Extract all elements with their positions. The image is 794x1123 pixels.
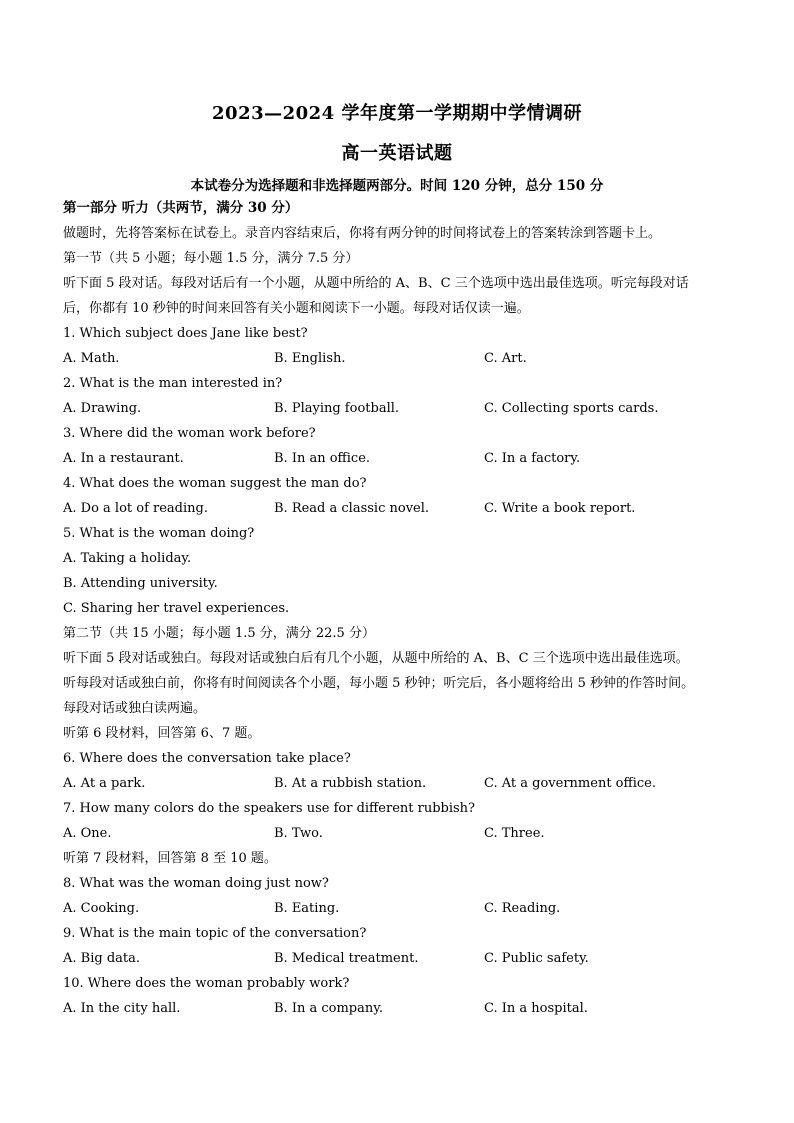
material-note: 听第 6 段材料，回答第 6、7 题。: [63, 726, 261, 741]
option-b: B. English.: [274, 351, 346, 366]
option-b: B. Read a classic novel.: [274, 501, 430, 516]
option-c: C. Three.: [484, 826, 545, 841]
question-stem: 10. Where does the woman probably work?: [63, 976, 350, 991]
exam-note: 本试卷分为选择题和非选择题两部分。时间 120 分钟，总分 150 分: [190, 178, 604, 194]
exam-body: [63, 196, 743, 1021]
section1-instruction: 听下面 5 段对话。每段对话后有一个小题，从题中所给的 A、B、C 三个选项中选出最佳选项。听完每段对话: [63, 276, 689, 291]
option-a: A. In the city hall.: [63, 1001, 181, 1016]
option-b: B. Two.: [274, 826, 323, 841]
question-options: [63, 821, 743, 846]
option-c: C. Collecting sports cards.: [484, 401, 659, 416]
exam-subtitle: 高一英语试题: [341, 143, 453, 164]
option-c: C. Art.: [484, 351, 527, 366]
option-a: A. Taking a holiday.: [63, 551, 192, 566]
option-b: B. In an office.: [274, 451, 371, 466]
option-a: A. At a park.: [63, 776, 146, 791]
option-a: A. Math.: [63, 351, 120, 366]
question-options: [63, 396, 743, 421]
question-stem: 1. Which subject does Jane like best?: [63, 326, 308, 341]
question-options: [63, 996, 743, 1021]
option-b: B. Eating.: [274, 901, 340, 916]
option-b: B. At a rubbish station.: [274, 776, 427, 791]
question-stem: 6. Where does the conversation take place?: [63, 751, 351, 766]
option-b: B. Playing football.: [274, 401, 400, 416]
question-stem: 4. What does the woman suggest the man do?: [63, 476, 367, 491]
option-b: B. In a company.: [274, 1001, 383, 1016]
question-stem: 2. What is the man interested in?: [63, 376, 283, 391]
question-stem: 8. What was the woman doing just now?: [63, 876, 329, 891]
section2-instruction: 每段对话或独白读两遍。: [63, 701, 207, 716]
question-options: [63, 446, 743, 471]
option-b: B. Attending university.: [63, 576, 218, 591]
option-a: A. Do a lot of reading.: [63, 501, 208, 516]
question-stem: 9. What is the main topic of the conversation?: [63, 926, 367, 941]
option-c: C. At a government office.: [484, 776, 656, 791]
question-stem: 5. What is the woman doing?: [63, 526, 255, 541]
option-a: A. Drawing.: [63, 401, 142, 416]
question-options: [63, 771, 743, 796]
exam-title: 2023—2024 学年度第一学期期中学情调研: [212, 103, 582, 124]
option-c: C. Reading.: [484, 901, 561, 916]
option-c: C. In a factory.: [484, 451, 581, 466]
section1-instruction: 后，你都有 10 秒钟的时间来回答有关小题和阅读下一小题。每段对话仅读一遍。: [63, 301, 530, 316]
option-a: A. Big data.: [63, 951, 140, 966]
section2-heading: 第二节（共 15 小题；每小题 1.5 分，满分 22.5 分）: [63, 626, 375, 641]
option-a: A. Cooking.: [63, 901, 140, 916]
section2-instruction: 听下面 5 段对话或独白。每段对话或独白后有几个小题，从题中所给的 A、B、C 三个选项中选出最佳选项。: [63, 651, 689, 666]
option-c: C. Public safety.: [484, 951, 589, 966]
question-options: [63, 496, 743, 521]
question-stem: 7. How many colors do the speakers use for different rubbish?: [63, 801, 476, 816]
question-options: [63, 896, 743, 921]
option-c: C. Sharing her travel experiences.: [63, 601, 290, 616]
option-a: A. One.: [63, 826, 112, 841]
section2-instruction: 听每段对话或独白前，你将有时间阅读各个小题，每小题 5 秒钟；听完后，各小题将给出 5 秒钟的作答时间。: [63, 676, 695, 691]
part1-heading: 第一部分 听力（共两节，满分 30 分）: [63, 200, 299, 216]
option-c: C. Write a book report.: [484, 501, 636, 516]
section1-heading: 第一节（共 5 小题；每小题 1.5 分，满分 7.5 分）: [63, 251, 359, 266]
material-note: 听第 7 段材料，回答第 8 至 10 题。: [63, 851, 277, 866]
question-stem: 3. Where did the woman work before?: [63, 426, 316, 441]
part1-instruction: 做题时，先将答案标在试卷上。录音内容结束后，你将有两分钟的时间将试卷上的答案转涂到答题卡上。: [63, 226, 662, 241]
option-c: C. In a hospital.: [484, 1001, 588, 1016]
question-options: [63, 346, 743, 371]
question-options: [63, 946, 743, 971]
option-a: A. In a restaurant.: [63, 451, 184, 466]
option-b: B. Medical treatment.: [274, 951, 419, 966]
